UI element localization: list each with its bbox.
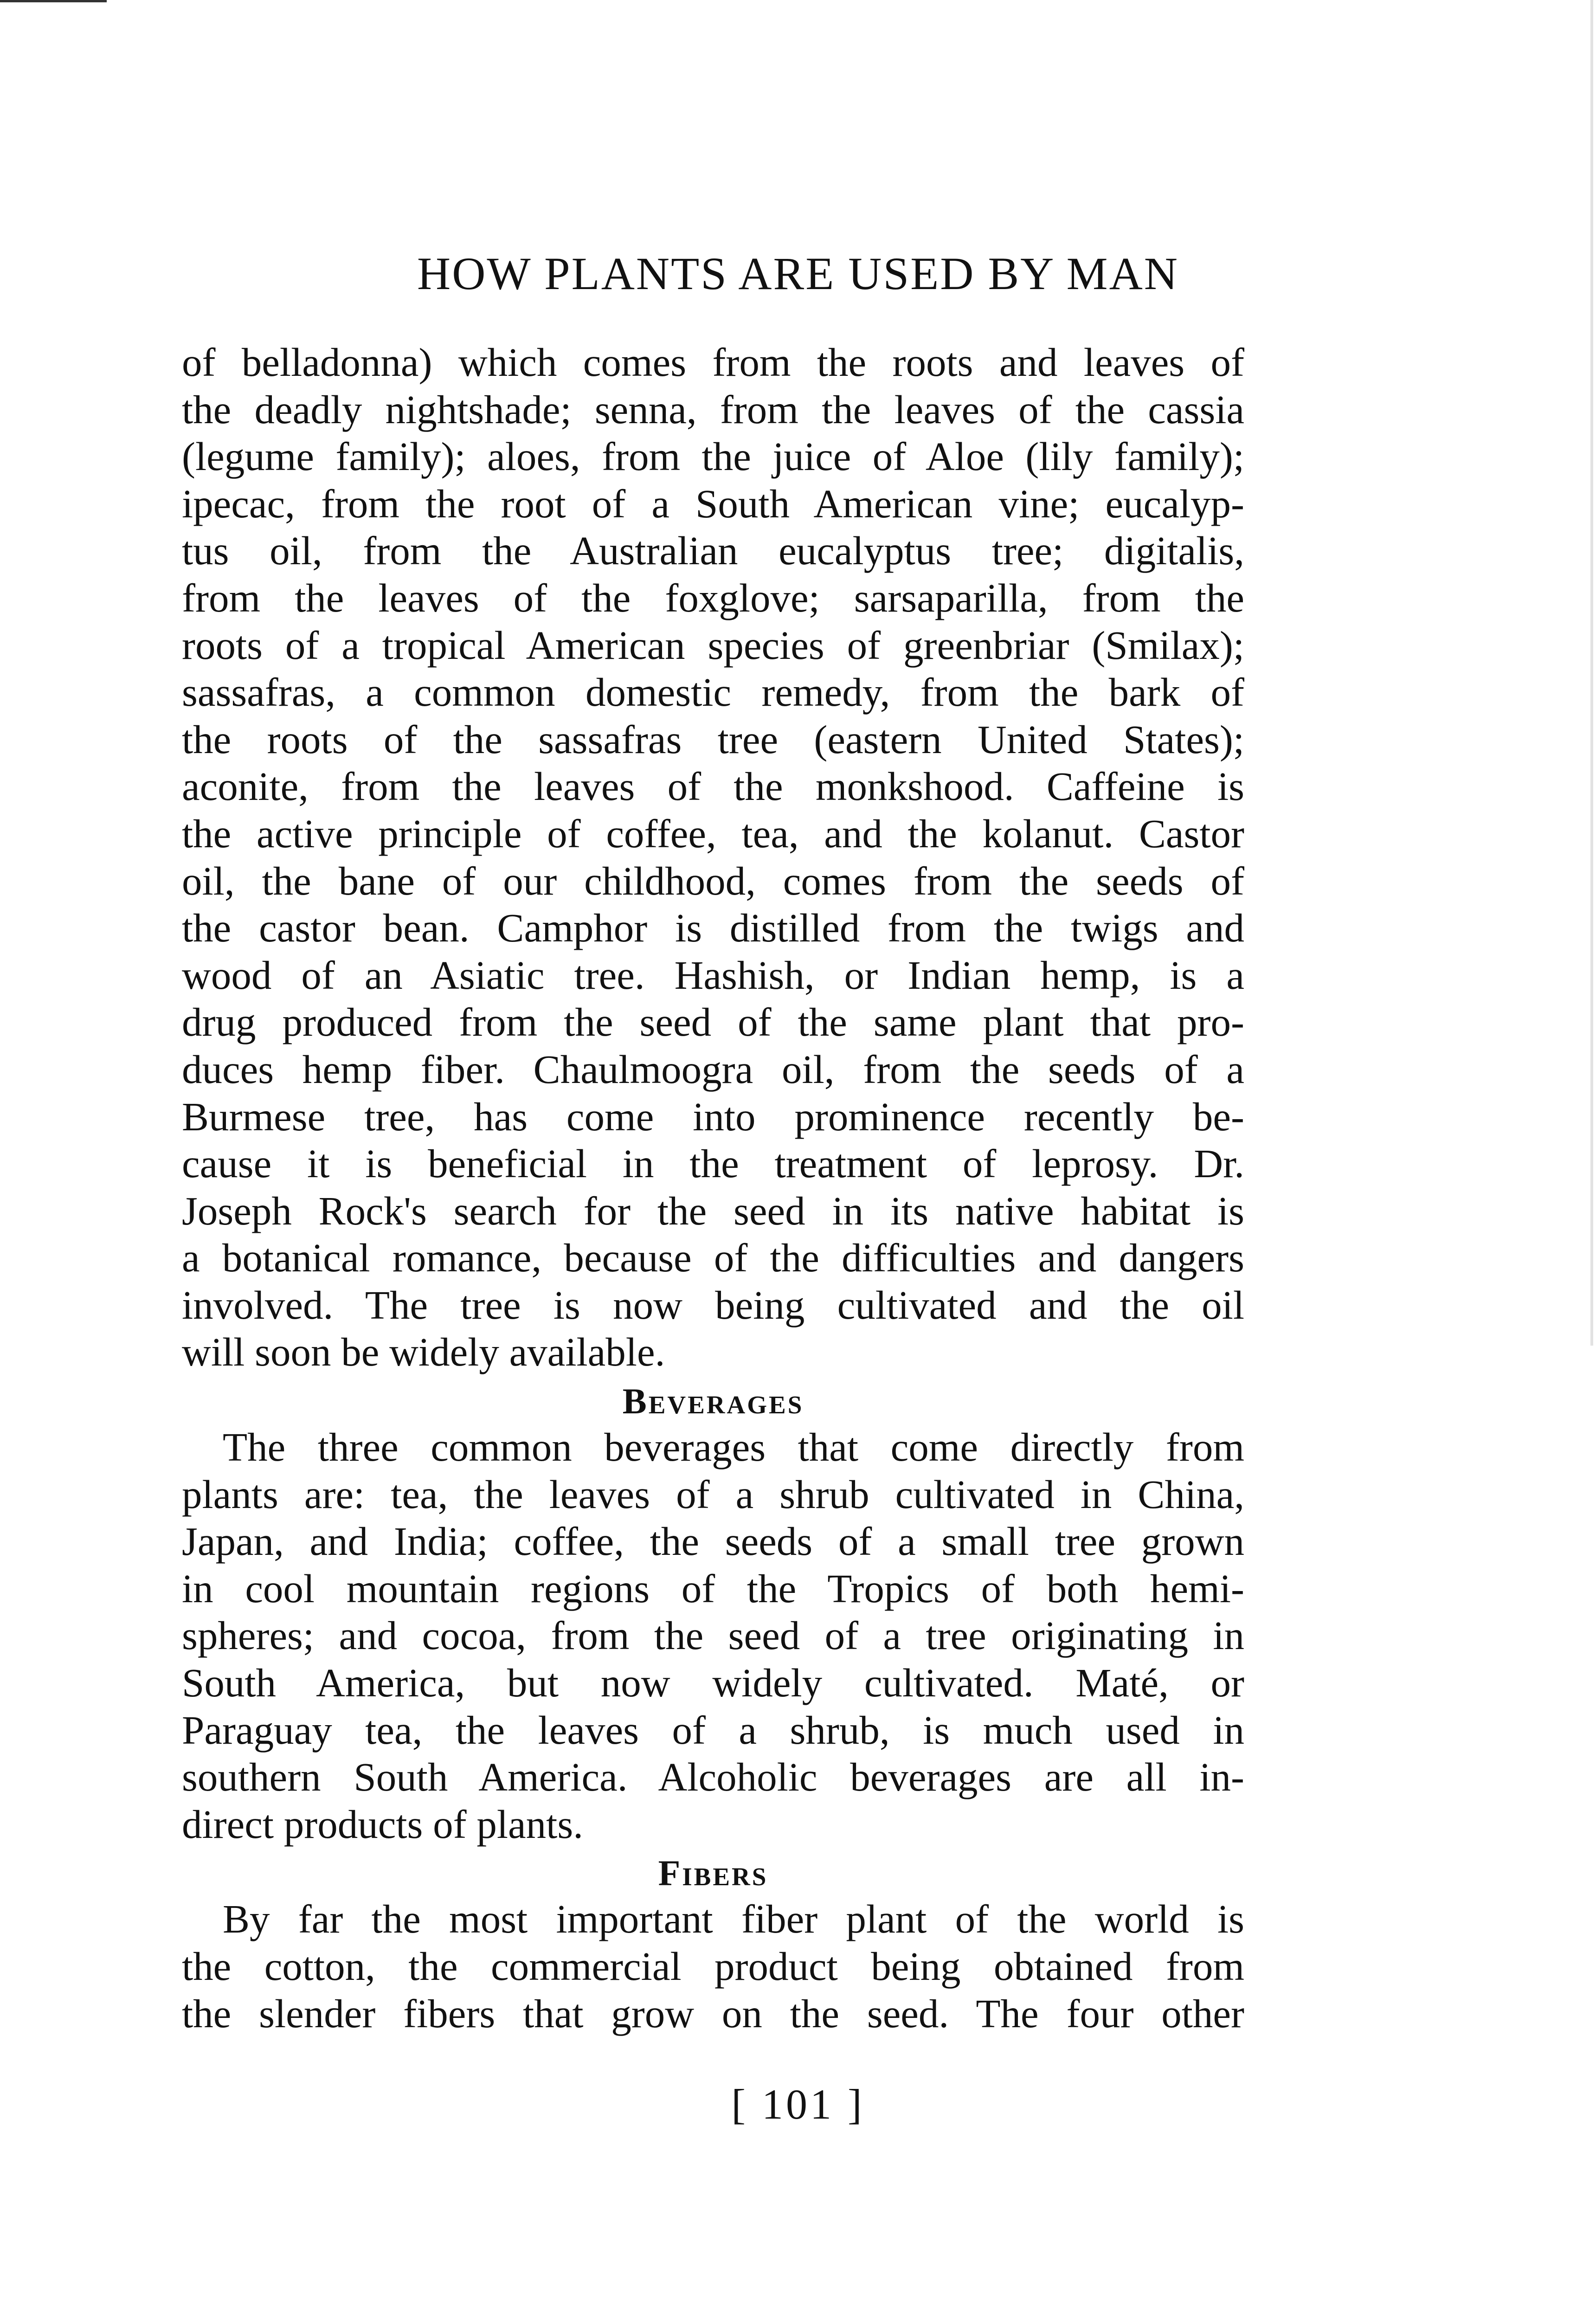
text-line: involved. The tree is now being cultivated and the oil (182, 1282, 1244, 1328)
text-line: wood of an Asiatic tree. Hashish, or Indian hemp, is a (182, 952, 1244, 998)
text-line: drug produced from the seed of the same plant that pro- (182, 999, 1244, 1045)
text-line: spheres; and cocoa, from the seed of a tree originating in (182, 1613, 1244, 1658)
text-line: Paraguay tea, the leaves of a shrub, is much used in (182, 1707, 1244, 1753)
text-line: a botanical romance, because of the difficulties and dangers (182, 1235, 1244, 1281)
paragraph-fibers (182, 1895, 1244, 2037)
text-line: aconite, from the leaves of the monkshood. Caffeine is (182, 764, 1244, 809)
text-line: tus oil, from the Australian eucalyptus tree; digitalis, (182, 528, 1244, 574)
text-line: direct products of plants. (182, 1801, 583, 1847)
text-line: South America, but now widely cultivated. Maté, or (182, 1660, 1244, 1706)
text-line: duces hemp fiber. Chaulmoogra oil, from the seeds of a (182, 1046, 1244, 1092)
running-head: HOW PLANTS ARE USED BY MAN (417, 248, 1179, 299)
section-heading-fibers: Fibers (658, 1853, 768, 1894)
text-line: the roots of the sassafras tree (eastern United States); (182, 716, 1244, 762)
text-line: the deadly nightshade; senna, from the leaves of the cassia (182, 387, 1244, 432)
text-line: Japan, and India; coffee, the seeds of a small tree grown (182, 1519, 1244, 1564)
paragraph-medicines (182, 339, 1244, 1376)
text-line: By far the most important fiber plant of the world is (223, 1896, 1244, 1942)
text-line: will soon be widely available. (182, 1329, 665, 1375)
text-line: the active principle of coffee, tea, and the kolanut. Castor (182, 811, 1244, 856)
text-line: Joseph Rock's search for the seed in its native habitat is (182, 1188, 1244, 1233)
text-line: roots of a tropical American species of greenbriar (Smilax); (182, 622, 1244, 668)
text-line: Burmese tree, has come into prominence recently be- (182, 1094, 1244, 1139)
body-text (182, 339, 1244, 2037)
page-number: [ 101 ] (731, 2081, 865, 2128)
text-line: plants are: tea, the leaves of a shrub cultivated in China, (182, 1471, 1244, 1517)
text-line: cause it is beneficial in the treatment of leprosy. Dr. (182, 1141, 1244, 1186)
text-line: the slender fibers that grow on the seed. The four other (182, 1991, 1244, 2036)
text-line: oil, the bane of our childhood, comes from the seeds of (182, 858, 1244, 903)
page-edge-rule (0, 0, 107, 2)
text-line: in cool mountain regions of the Tropics of both hemi- (182, 1566, 1244, 1611)
text-line: the cotton, the commercial product being obtained from (182, 1944, 1244, 1989)
text-line: ipecac, from the root of a South American vine; eucalyp- (182, 481, 1244, 526)
text-line: the castor bean. Camphor is distilled from the twigs and (182, 905, 1244, 951)
section-heading-beverages: Beverages (622, 1381, 804, 1422)
text-line: southern South America. Alcoholic beverages are all in- (182, 1754, 1244, 1800)
text-line: from the leaves of the foxglove; sarsaparilla, from the (182, 575, 1244, 620)
paragraph-beverages (182, 1424, 1244, 1848)
text-line: of belladonna) which comes from the roots and leaves of (182, 340, 1244, 385)
text-line: sassafras, a common domestic remedy, from the bark of (182, 670, 1244, 715)
page-edge-shadow (1590, 0, 1593, 1346)
text-line: The three common beverages that come directly from (223, 1424, 1244, 1470)
text-line: (legume family); aloes, from the juice of Aloe (lily family); (182, 434, 1244, 479)
